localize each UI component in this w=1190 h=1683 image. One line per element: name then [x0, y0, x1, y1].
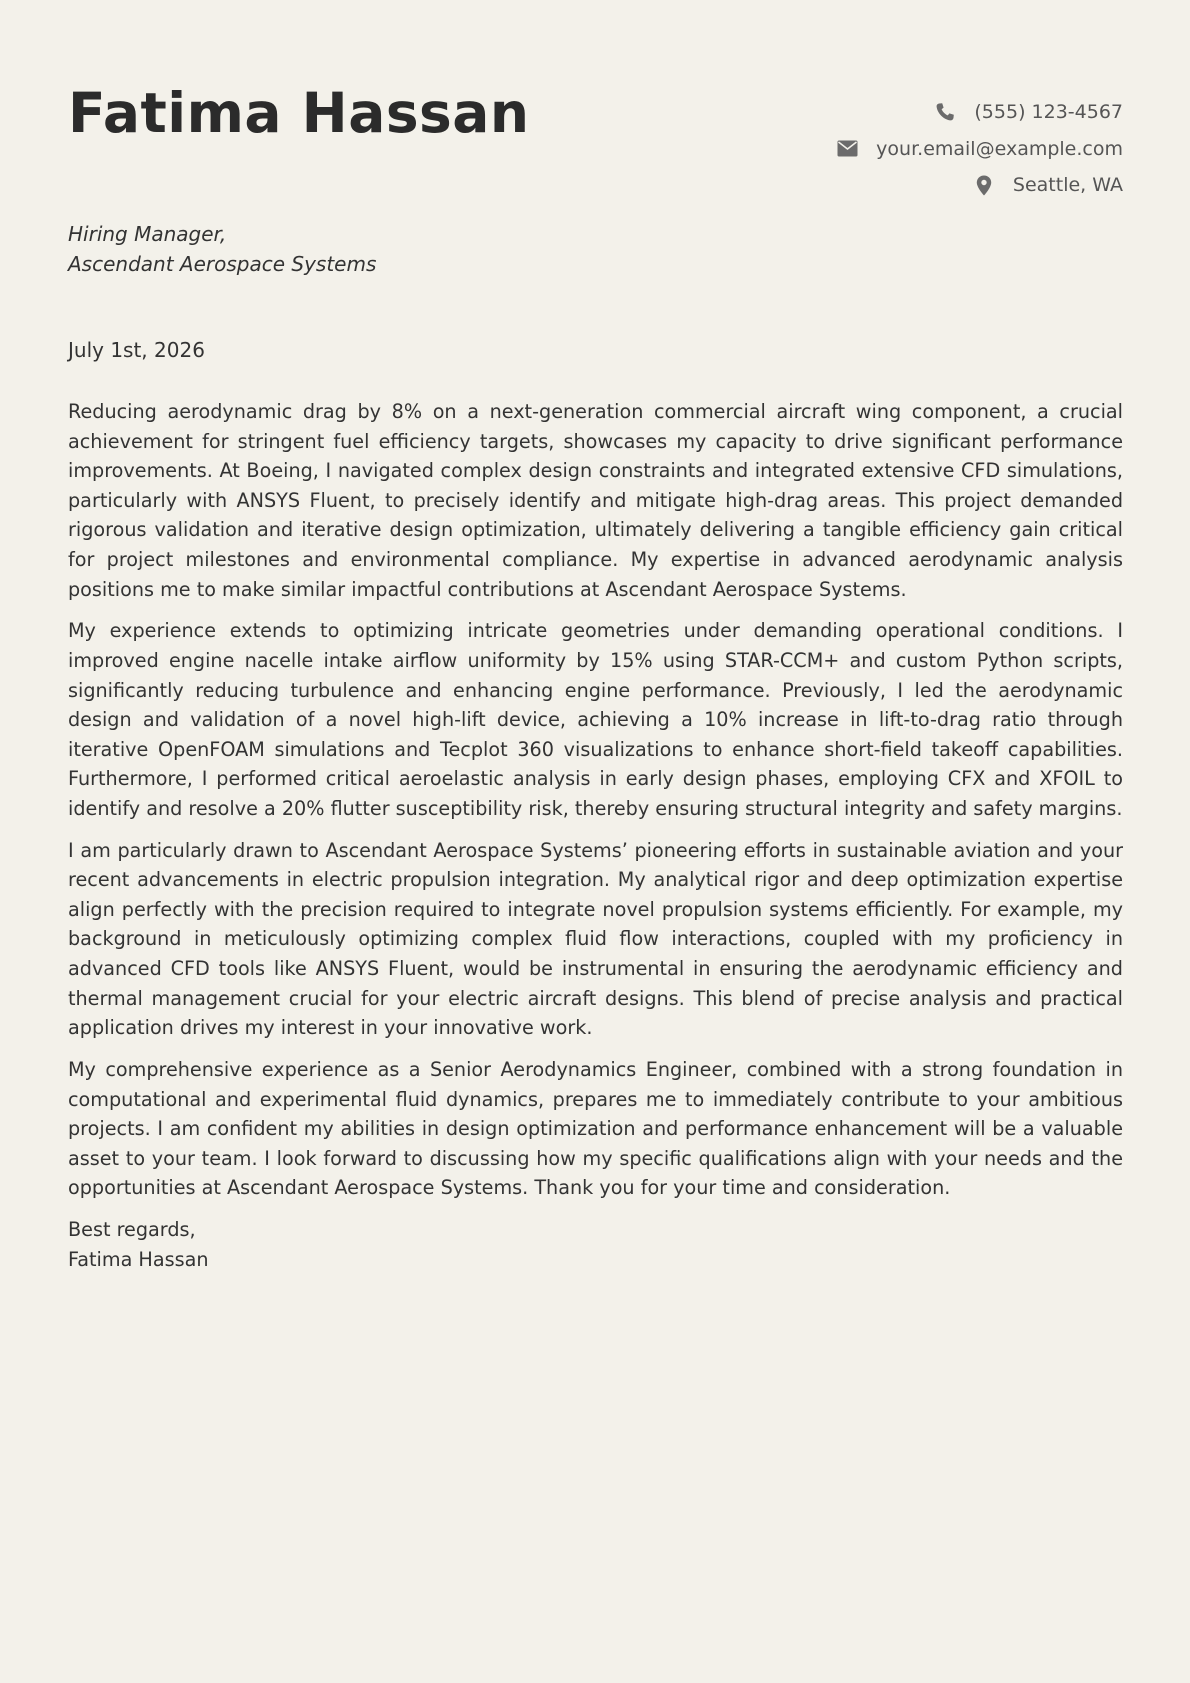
signature-name: Fatima Hassan — [68, 1247, 209, 1271]
body-paragraph-4: My comprehensive experience as a Senior Aerodynamics Engineer, combined with a strong foundation in computational and experimental fluid dynamics, prepares me to immediately contribute to your ambitious projects. I am confident my abilities in design optimization and performance enhancement will be a valuable asset to your team. I look forward to discussing how my specific qualifications align with your needs and the opportunities at Ascendant Aerospace Systems. Thank you for your time and consideration. — [68, 1058, 1123, 1200]
applicant-name: Fatima Hassan — [68, 81, 530, 145]
body-paragraph-3: I am particularly drawn to Ascendant Aerospace Systems’ pioneering efforts in sustainable aviation and your recent advancements in electric propulsion integration. My analytical rigor and deep optimization expertise align perfectly with the precision required to integrate novel propulsion systems efficiently. For example, my background in meticulously optimizing complex fluid flow interactions, coupled with my proficiency in advanced CFD tools like ANSYS Fluent, would be instrumental in ensuring the aerodynamic efficiency and thermal management crucial for your electric aircraft designs. This blend of precise analysis and practical application drives my interest in your innovative work. — [68, 838, 1123, 1040]
body-paragraph-2: My experience extends to optimizing intricate geometries under demanding operational conditions. I improved engine nacelle intake airflow uniformity by 15% using STAR-CCM+ and custom Python scripts, significantly reducing turbulence and enhancing engine performance. Previously, I led the aerodynamic design and validation of a novel high-lift device, achieving a 10% increase in lift-to-drag ratio through iterative OpenFOAM simulations and Tecplot 360 visualizations to enhance short-field takeoff capabilities. Furthermore, I performed critical aeroelastic analysis in early design phases, employing CFX and XFOIL to identify and resolve a 20% flutter susceptibility risk, thereby ensuring structural integrity and safety margins. — [68, 619, 1123, 820]
contact-email — [836, 131, 1123, 168]
closing-block — [68, 1215, 1123, 1274]
phone-icon — [934, 101, 956, 123]
map-pin-icon — [973, 174, 995, 196]
contact-info — [836, 94, 1123, 204]
letter-body — [68, 397, 1123, 1274]
recipient-block — [68, 219, 376, 279]
email-text: your.email@example.com — [876, 137, 1123, 160]
cover-letter-page — [68, 0, 1123, 1683]
closing-salutation: Best regards, — [68, 1218, 196, 1242]
letter-header — [68, 78, 1123, 198]
phone-text: (555) 123-4567 — [974, 101, 1123, 124]
contact-phone — [836, 94, 1123, 131]
envelope-icon — [836, 138, 858, 160]
recipient-company: Ascendant Aerospace Systems — [68, 252, 377, 276]
contact-location — [836, 167, 1123, 204]
body-paragraph-1: Reducing aerodynamic drag by 8% on a next-generation commercial aircraft wing component, a crucial achievement for stringent fuel efficiency targets, showcases my capacity to drive significant performance improvements. At Boeing, I navigated complex design constraints and integrated extensive CFD simulations, particularly with ANSYS Fluent, to precisely identify and mitigate high-drag areas. This project demanded rigorous validation and iterative design optimization, ultimately delivering a tangible efficiency gain critical for project milestones and environmental compliance. My expertise in advanced aerodynamic analysis positions me to make similar impactful contributions at Ascendant Aerospace Systems. — [68, 400, 1123, 601]
letter-date: July 1st, 2026 — [68, 338, 205, 362]
location-text: Seattle, WA — [1012, 174, 1123, 197]
recipient-title: Hiring Manager, — [68, 222, 227, 246]
